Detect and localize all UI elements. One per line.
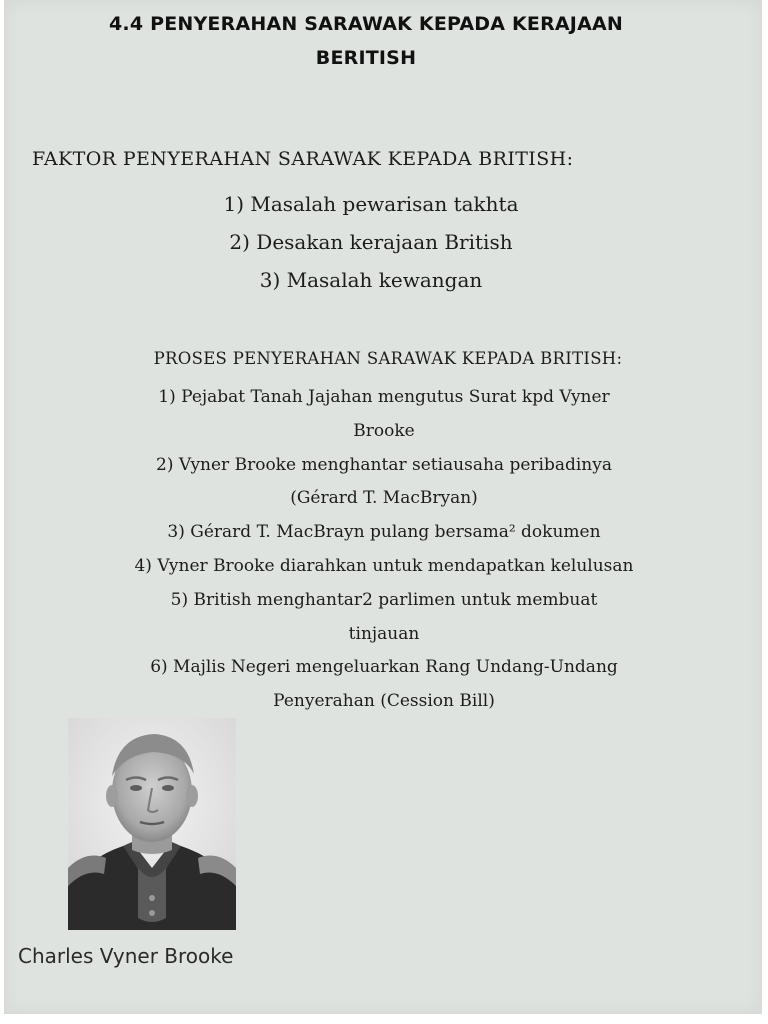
document-page [4,0,762,1014]
proses-line: 6) Majlis Negeri mengeluarkan Rang Undang-Undang [150,657,618,678]
faktor-heading: FAKTOR PENYERAHAN SARAWAK KEPADA BRITISH: [32,148,574,170]
proses-line: 5) British menghantar2 parlimen untuk membuat [170,589,598,610]
proses-heading: PROSES PENYERAHAN SARAWAK KEPADA BRITISH: [153,349,623,368]
faktor-item: 1) Masalah pewarisan takhta [223,192,519,216]
portrait-photo [68,718,236,930]
proses-list [74,381,694,719]
proses-line: 2) Vyner Brooke menghantar setiausaha peribadinya [156,454,612,475]
proses-line: Brooke [353,420,415,441]
document-title-line-2: BERITISH [315,47,417,69]
proses-line: Penyerahan (Cession Bill) [273,691,495,712]
portrait-illustration [68,718,236,930]
proses-line: 4) Vyner Brooke diarahkan untuk mendapatkan kelulusan [134,555,634,576]
document-title-line-1: 4.4 PENYERAHAN SARAWAK KEPADA KERAJAAN [109,13,623,35]
portrait-caption: Charles Vyner Brooke [18,944,234,968]
proses-line: 1) Pejabat Tanah Jajahan mengutus Surat kpd Vyner [158,387,610,407]
proses-line: tinjauan [348,623,420,644]
proses-line: (Gérard T. MacBryan) [290,488,478,509]
faktor-list [4,185,738,299]
proses-line: 3) Gérard T. MacBrayn pulang bersama² dokumen [167,522,601,543]
faktor-item: 2) Desakan kerajaan British [229,230,513,254]
faktor-item: 3) Masalah kewangan [259,268,483,292]
